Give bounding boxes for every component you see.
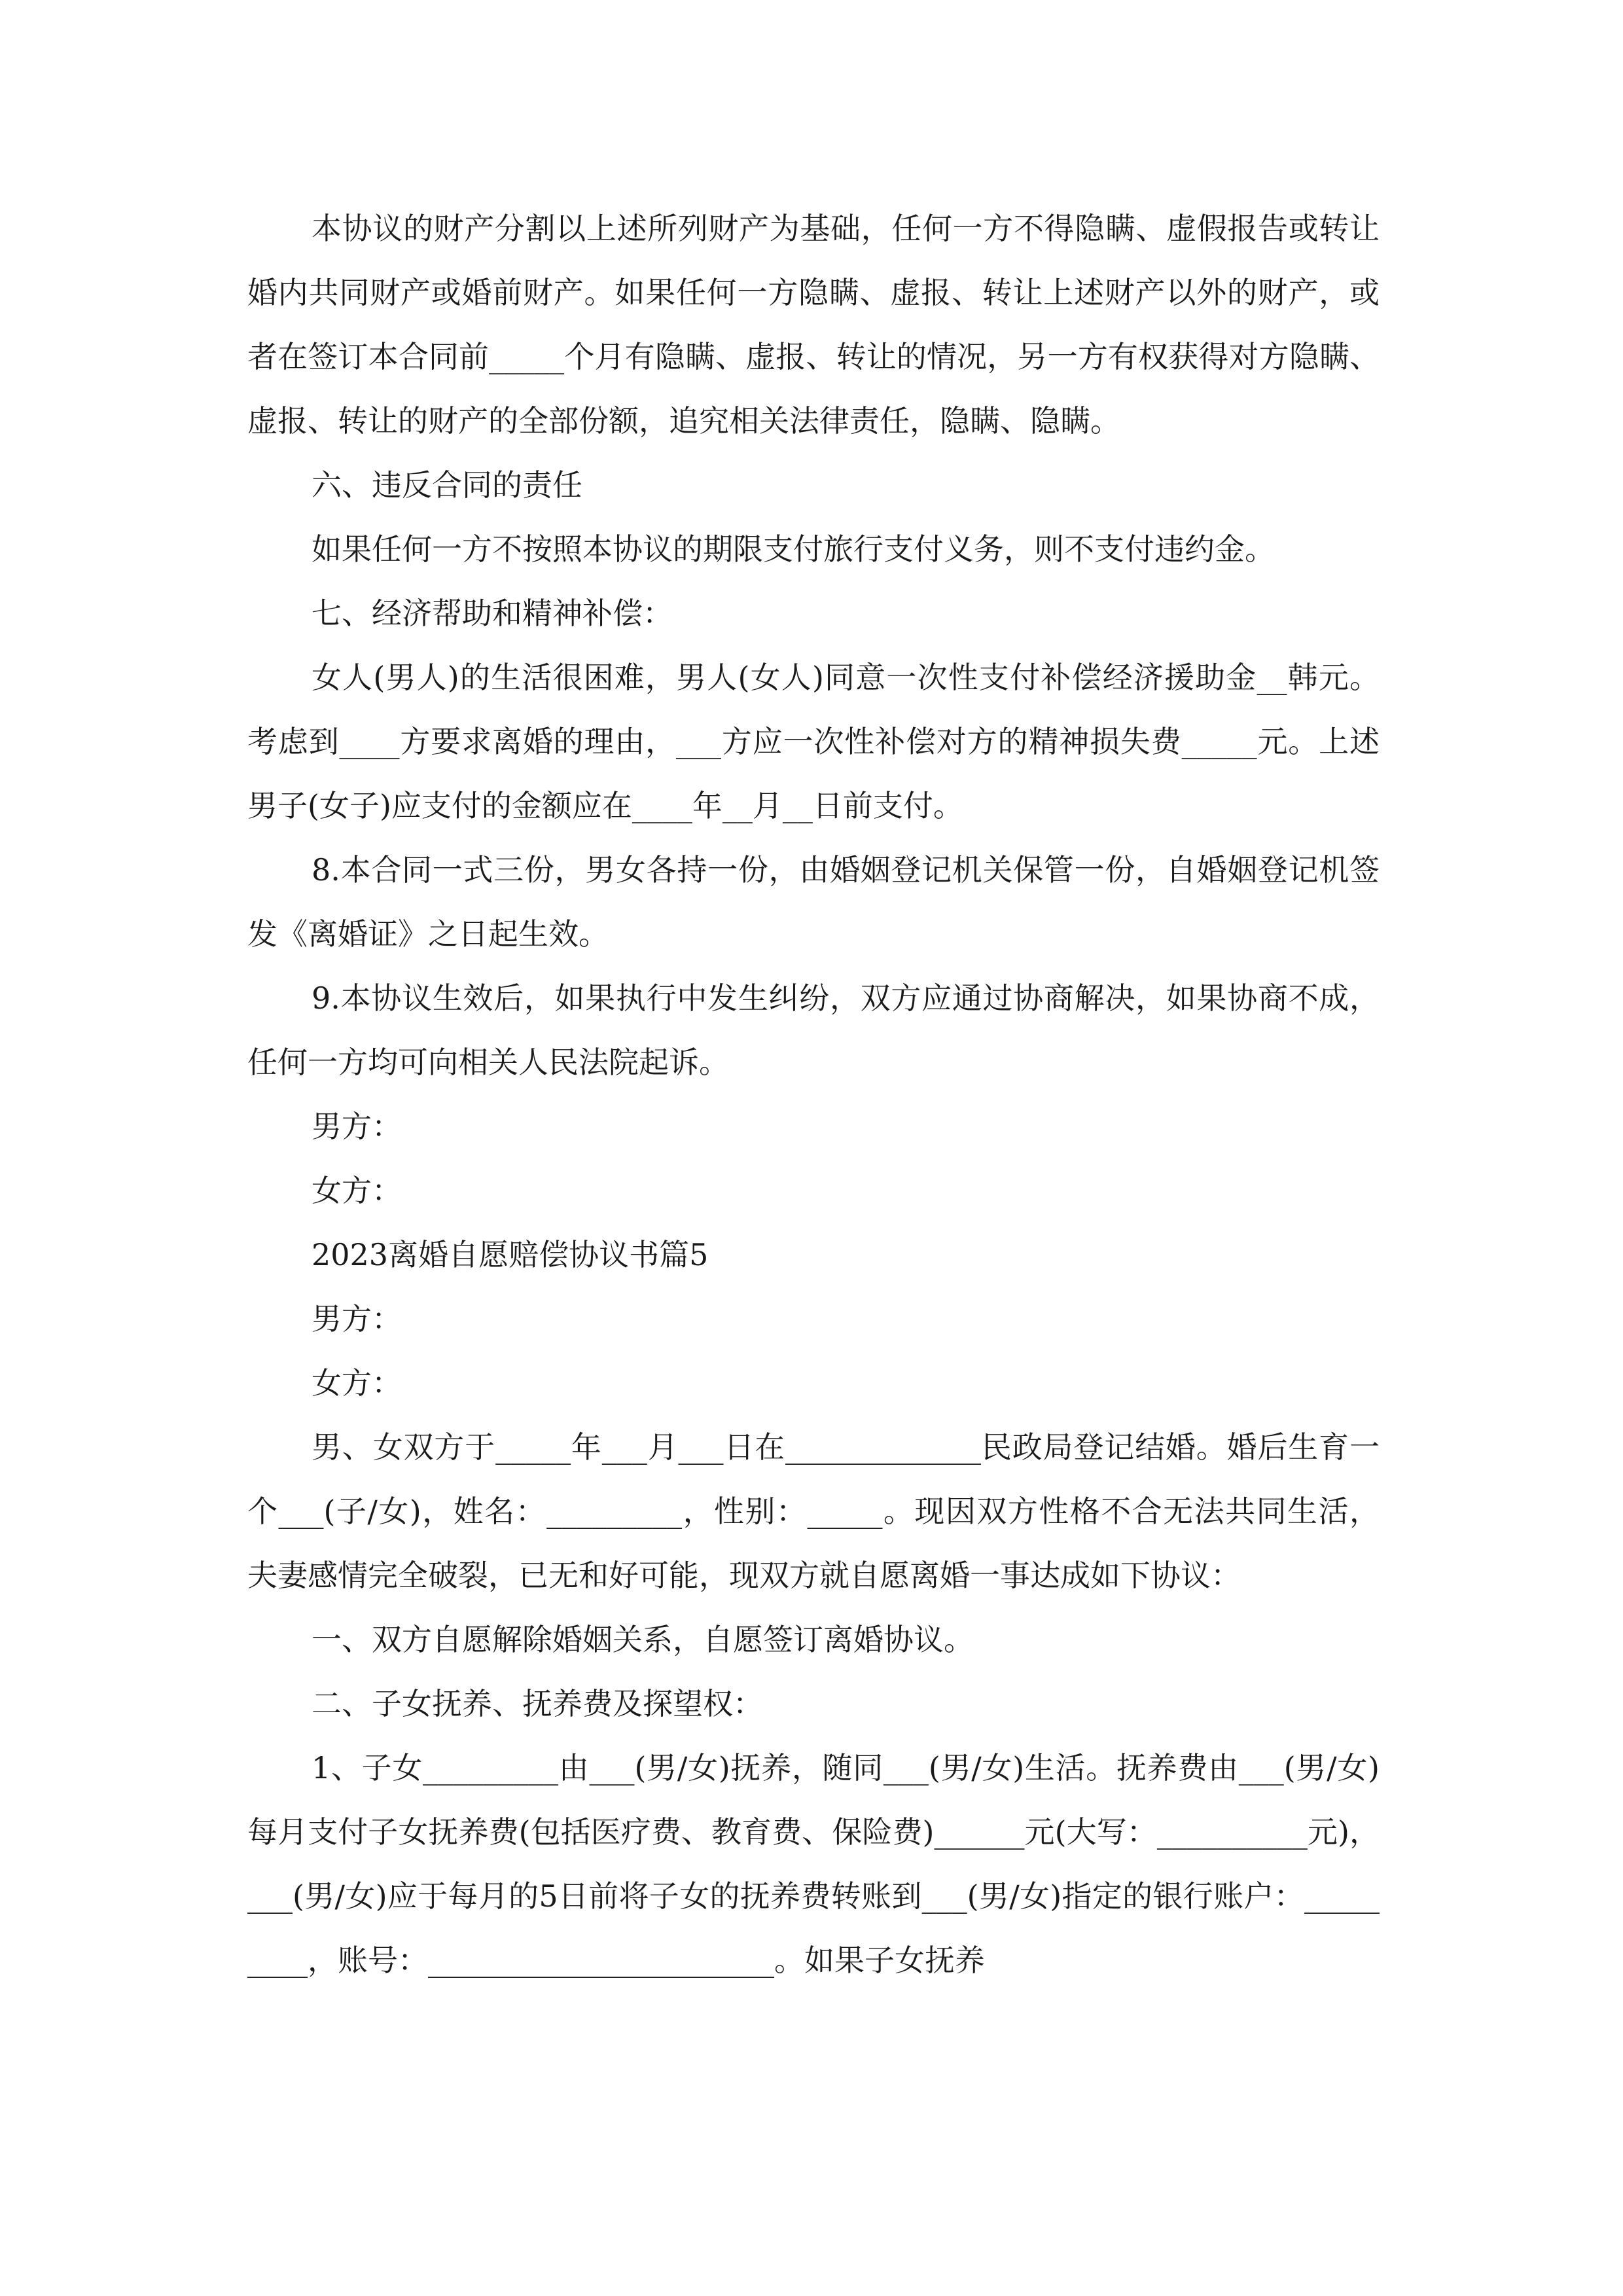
paragraph-economic-help: 女人(男人)的生活很困难，男人(女人)同意一次性支付补偿经济援助金__韩元。考虑到____方要求离婚的理由，___方应一次性补偿对方的精神损失费_____元。上述男子(女子)应支付的金额应在____年__月__日前支付。 — [247, 660, 1380, 823]
signature-male-1: 男方： — [312, 1109, 402, 1144]
clause-8-copies: 8.本合同一式三份，男女各持一份，由婚姻登记机关保管一份，自婚姻登记机签发《离婚证》之日起生效。 — [247, 852, 1380, 952]
clause-2-heading-custody: 二、子女抚养、抚养费及探望权： — [312, 1686, 763, 1721]
section-title-5: 2023离婚自愿赔偿协议书篇5 — [312, 1237, 709, 1272]
clause-1-dissolve: 一、双方自愿解除婚姻关系，自愿签订离婚协议。 — [312, 1622, 974, 1657]
heading-breach-liability: 六、违反合同的责任 — [312, 467, 582, 503]
clause-2-1-custody: 1、子女_________由___(男/女)抚养，随同___(男/女)生活。抚养费由___(男/女)每月支付子女抚养费(包括医疗费、教育费、保险费)______元(大写：__________元)，___(男/女)应于每月的5日前将子女的抚养费转账到___(男/女)指定的银行账户：_________，账号：_______________________。如果子女抚养 — [247, 1750, 1380, 1978]
party-male-2: 男方： — [312, 1301, 402, 1336]
document-body — [247, 196, 1380, 1992]
party-female-2: 女方： — [312, 1365, 402, 1401]
heading-economic-help: 七、经济帮助和精神补偿： — [312, 596, 673, 631]
paragraph-marriage-facts: 男、女双方于_____年___月___日在_____________民政局登记结婚。婚后生育一个___(子/女)，姓名：_________，性别：_____。现因双方性格不合无法共同生活，夫妻感情完全破裂，已无和好可能，现双方就自愿离婚一事达成如下协议： — [247, 1429, 1380, 1593]
paragraph-property-division: 本协议的财产分割以上述所列财产为基础，任何一方不得隐瞒、虚假报告或转让婚内共同财产或婚前财产。如果任何一方隐瞒、虚报、转让上述财产以外的财产，或者在签订本合同前_____个月有隐瞒、虚报、转让的情况，另一方有权获得对方隐瞒、虚报、转让的财产的全部份额，追究相关法律责任，隐瞒、隐瞒。 — [247, 211, 1380, 439]
clause-9-disputes: 9.本协议生效后，如果执行中发生纠纷，双方应通过协商解决，如果协商不成，任何一方均可向相关人民法院起诉。 — [247, 980, 1380, 1080]
paragraph-breach-liability: 如果任何一方不按照本协议的期限支付旅行支付义务，则不支付违约金。 — [312, 531, 1275, 567]
signature-female-1: 女方： — [312, 1173, 402, 1208]
